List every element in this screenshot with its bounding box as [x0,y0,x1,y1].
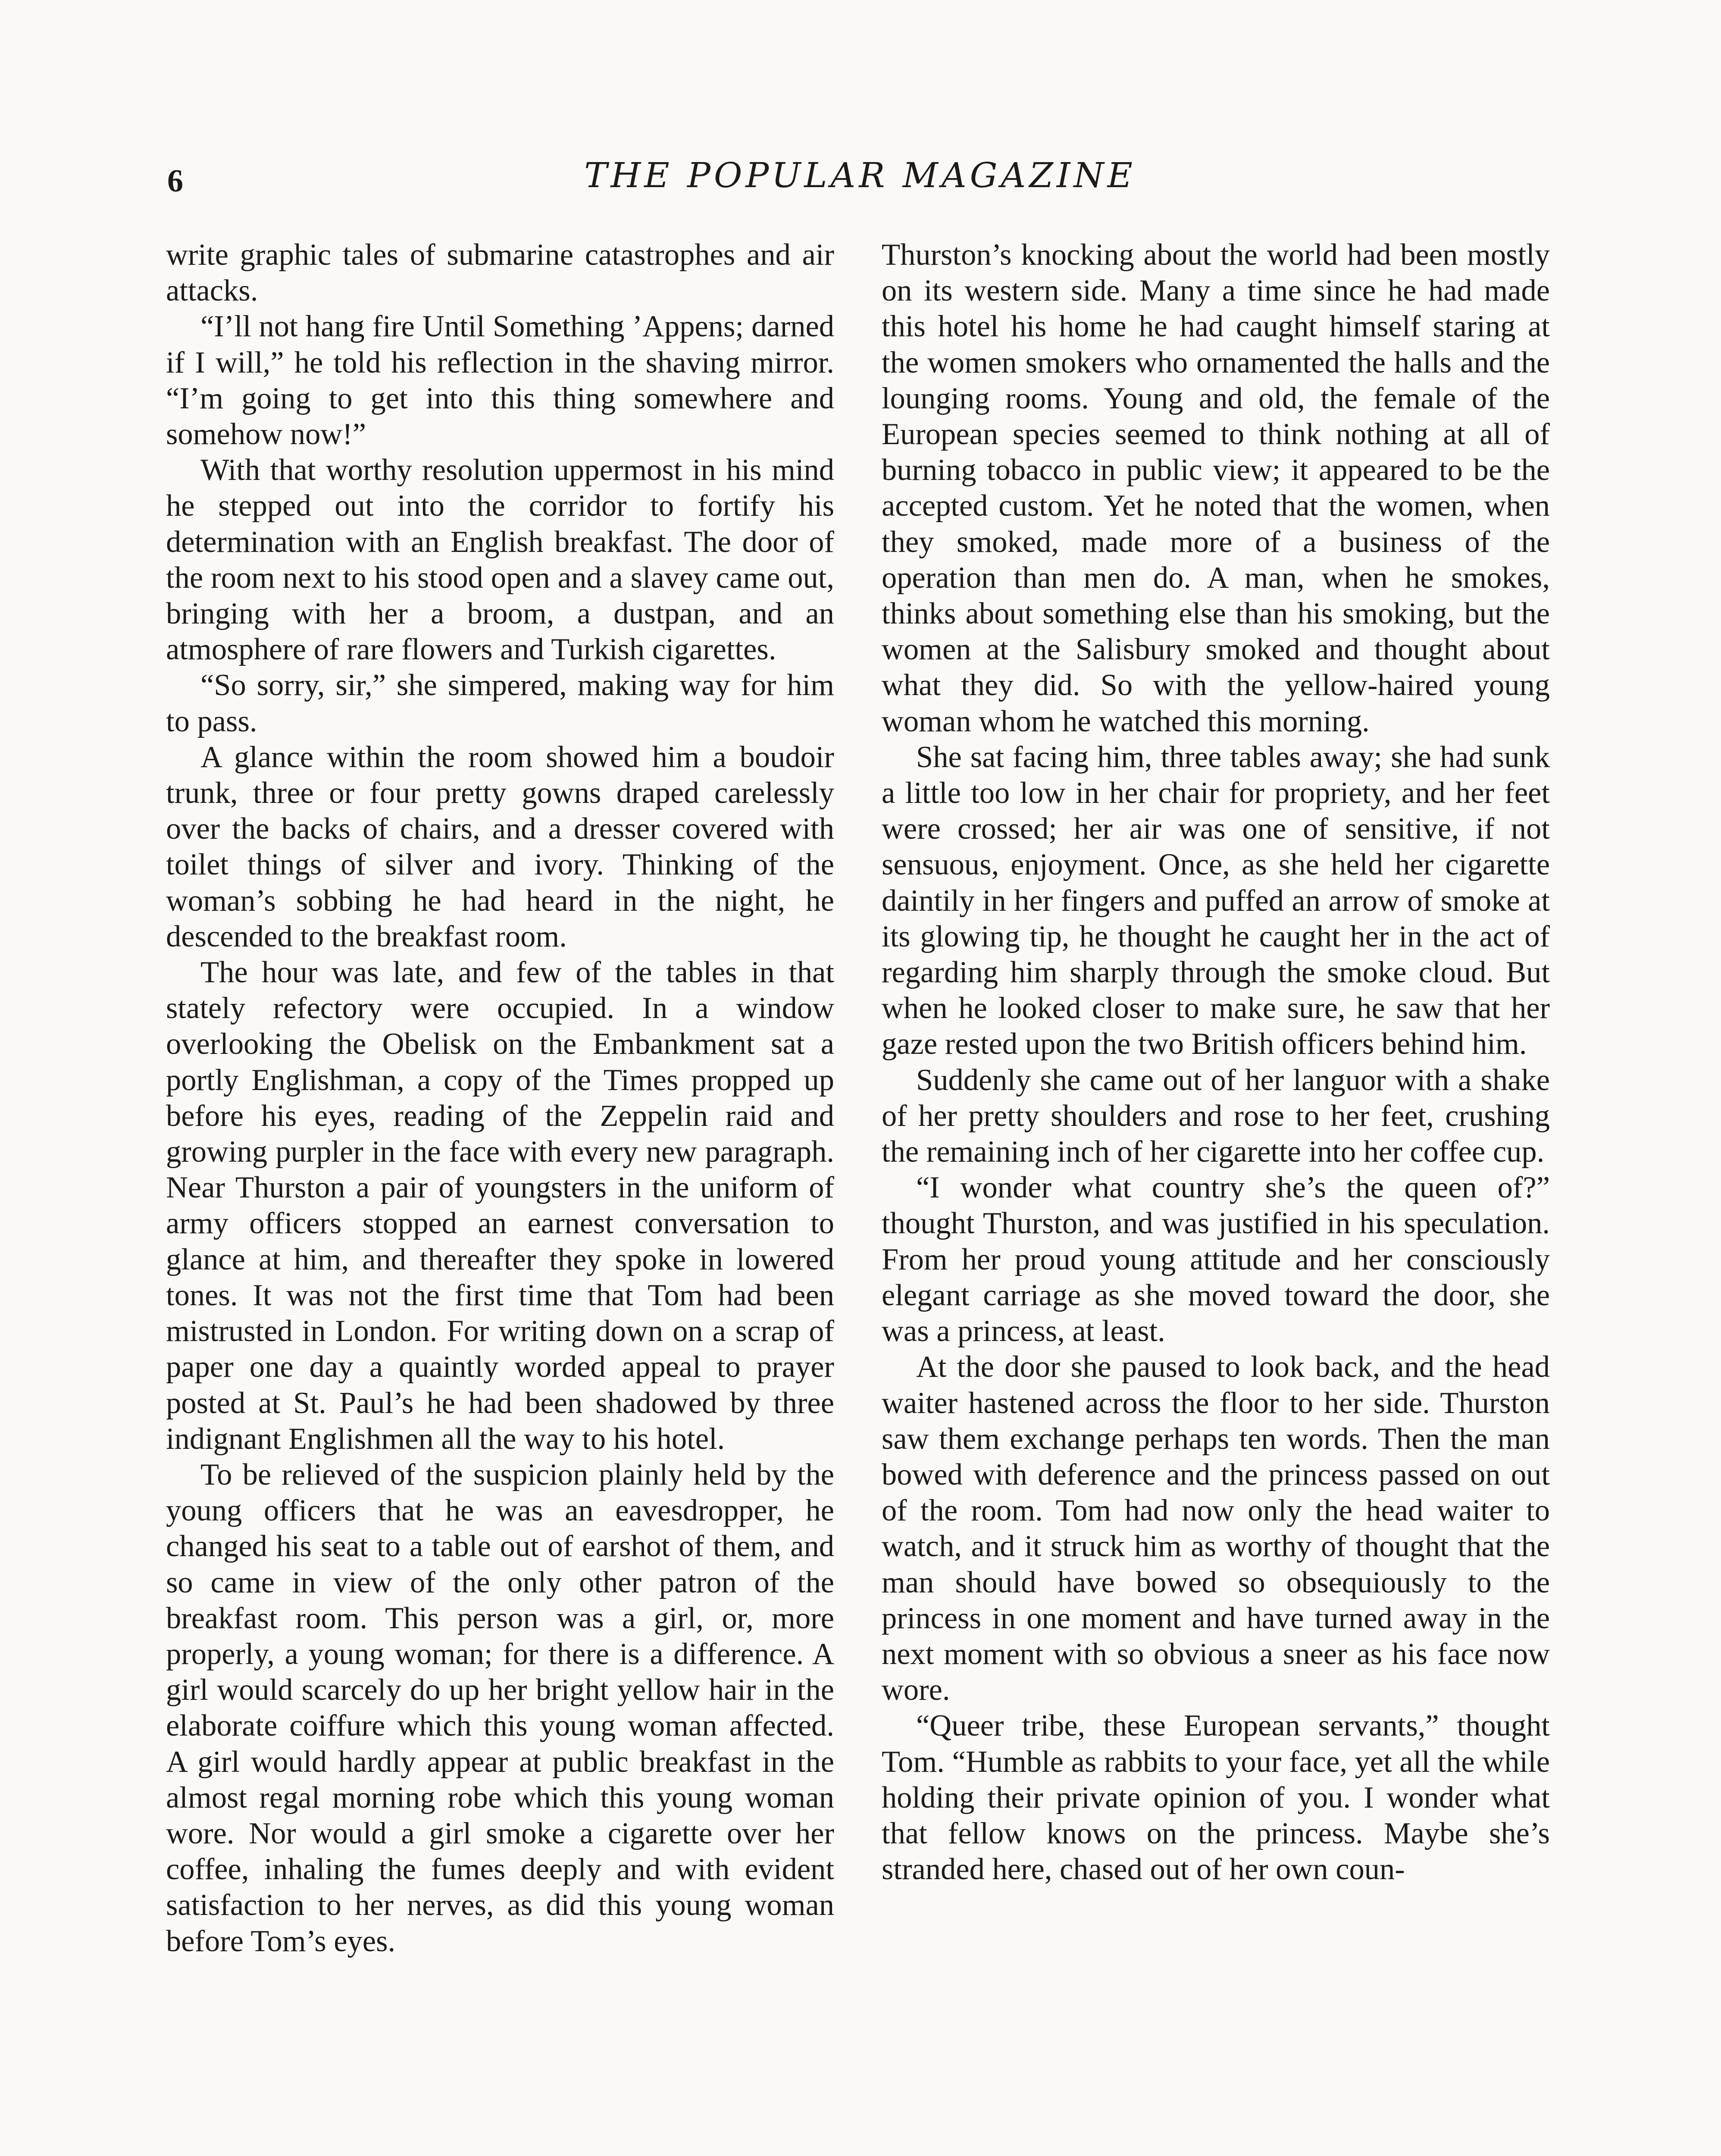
paragraph: At the door she paused to look back, and the head waiter hastened across the floor to her side. Thurston saw them exchange perhaps ten words. Then the man bowed with deference and the princess passed on out of the room. Tom had now only the head waiter to watch, and it struck him as worthy of thought that the man should have bowed so obsequiously to the princess in one moment and have turned away in the next moment with so obvious a sneer as his face now wore. [882,1350,1550,1707]
right-column [882,237,1550,1887]
paragraph: write graphic tales of submarine catastrophes and air attacks. [166,238,834,308]
paragraph: To be relieved of the suspicion plainly held by the young officers that he was an eavesdropper, he changed his seat to a table out of earshot of them, and so came in view of the only other patron of the breakfast room. This person was a girl, or, more properly, a young woman; for there is a difference. A girl would scarcely do up her bright yellow hair in the elaborate coiffure which this young woman affected. A girl would hardly appear at public breakfast in the almost regal morning robe which this young woman wore. Nor would a girl smoke a cigarette over her coffee, inhaling the fumes deeply and with evident satisfaction to her nerves, as did this young woman before Tom’s eyes. [166,1457,834,1958]
paragraph: She sat facing him, three tables away; she had sunk a little too low in her chair for propriety, and her feet were crossed; her air was one of sensitive, if not sensuous, enjoyment. Once, as she held her cigarette daintily in her fingers and puffed an arrow of smoke at its glowing tip, he thought he caught her in the act of regarding him sharply through the smoke cloud. But when he looked closer to make sure, he saw that her gaze rested upon the two British officers behind him. [882,740,1550,1061]
paragraph: “Queer tribe, these European servants,” thought Tom. “Humble as rabbits to your face, yet all the while holding their private opinion of you. I wonder what that fellow knows on the princess. Maybe she’s stranded here, chased out of her own coun- [882,1709,1550,1887]
page-header [164,155,1556,211]
paragraph: Suddenly she came out of her languor with a shake of her pretty shoulders and rose to her feet, crushing the remaining inch of her cigarette into her coffee cup. [882,1063,1550,1169]
paragraph: With that worthy resolution uppermost in his mind he stepped out into the corridor to fortify his determination with an English breakfast. The door of the room next to his stood open and a slavey came out, bringing with her a broom, a dustpan, and an atmosphere of rare flowers and Turkish cigarettes. [166,453,834,667]
paragraph: “So sorry, sir,” she simpered, making way for him to pass. [166,668,834,738]
paragraph: “I wonder what country she’s the queen of?” thought Thurston, and was justified in his speculation. From her proud young attitude and her consciously elegant carriage as she moved toward the door, she was a princess, at least. [882,1171,1550,1348]
page-number: 6 [167,163,183,199]
paragraph: The hour was late, and few of the tables in that stately refectory were occupied. In a window overlooking the Obelisk on the Embankment sat a portly Englishman, a copy of the Times propped up before his eyes, reading of the Zeppelin raid and growing purpler in the face with every new paragraph. Near Thurston a pair of youngsters in the uniform of army officers stopped an earnest conversation to glance at him, and thereafter they spoke in lowered tones. It was not the first time that Tom had been mistrusted in London. For writing down on a scrap of paper one day a quaintly worded appeal to prayer posted at St. Paul’s he had been shadowed by three indignant Englishmen all the way to his hotel. [166,956,834,1456]
paragraph: A glance within the room showed him a boudoir trunk, three or four pretty gowns draped carelessly over the backs of chairs, and a dresser covered with toilet things of silver and ivory. Thinking of the woman’s sobbing he had heard in the night, he descended to the breakfast room. [166,740,834,953]
running-head: THE POPULAR MAGAZINE [584,155,1136,195]
paragraph: Thurston’s knocking about the world had been mostly on its western side. Many a time since he had made this hotel his home he had caught himself staring at the women smokers who ornamented the halls and the lounging rooms. Young and old, the female of the European species seemed to think nothing at all of burning tobacco in public view; it appeared to be the accepted custom. Yet he noted that the women, when they smoked, made more of a business of the operation than men do. A man, when he smokes, thinks about something else than his smoking, but the women at the Salisbury smoked and thought about what they did. So with the yellow-haired young woman whom he watched this morning. [882,238,1550,738]
left-column [166,237,834,1959]
paragraph: “I’ll not hang fire Until Something ’Appens; darned if I will,” he told his reflection in the shaving mirror. “I’m going to get into this thing somewhere and somehow now!” [166,310,834,451]
